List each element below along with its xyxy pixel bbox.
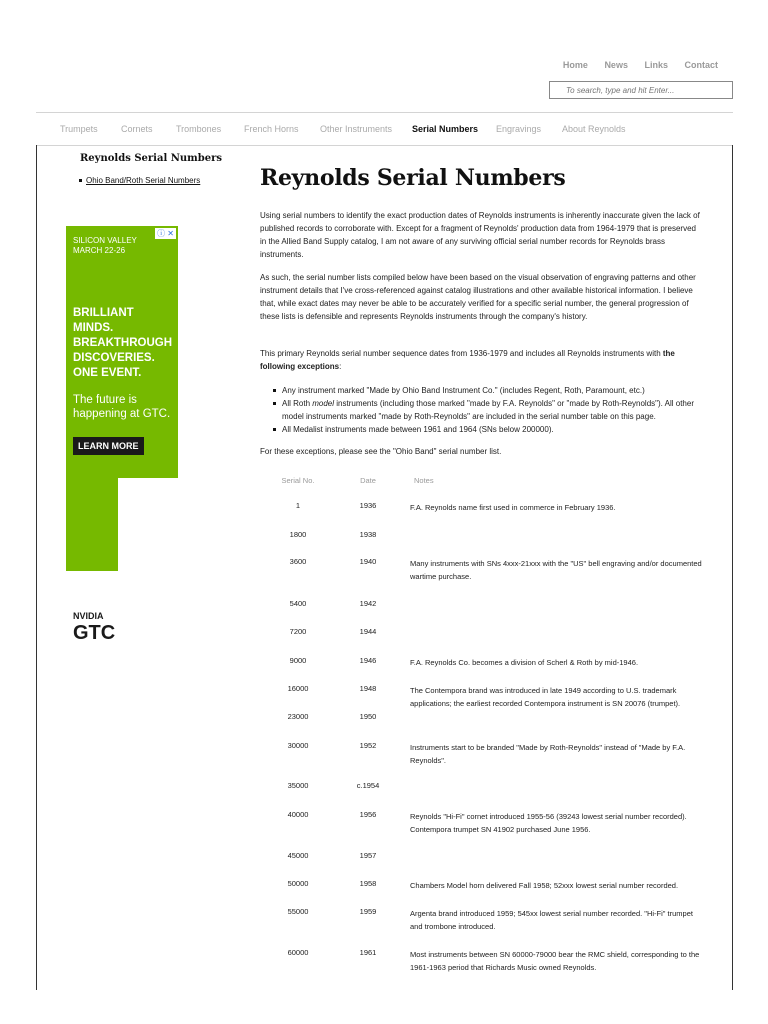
notes-cell: Reynolds "Hi-Fi" cornet introduced 1955-56 (39243 lowest serial number recorded). Contempora trumpet SN 41902 purchased June 1956. (410, 812, 687, 834)
ad-learn-more-button[interactable]: LEARN MORE (73, 437, 144, 455)
main-nav-trumpets[interactable]: Trumpets (60, 124, 98, 134)
date-cell: 1950 (359, 712, 377, 721)
ad-choices-close-icon[interactable]: ⓘ ✕ (157, 229, 174, 238)
gtc-ad-banner[interactable] (66, 226, 178, 659)
serial-number-cell: 30000 (287, 741, 309, 750)
serial-number-cell: 16000 (287, 684, 309, 693)
date-cell: 1961 (359, 948, 377, 957)
exceptions-note-paragraph: For these exceptions, please see the "Ohio Band" serial number list. (260, 447, 502, 456)
top-nav (549, 60, 718, 70)
nav-links-link[interactable]: Links (644, 60, 668, 70)
serial-number-cell: 23000 (287, 712, 309, 721)
frame-right-border (732, 145, 733, 990)
sidebar-link-ohio-band[interactable]: Ohio Band/Roth Serial Numbers (86, 176, 201, 185)
notes-cell: Chambers Model horn delivered Fall 1958; 52xxx lowest serial number recorded. (410, 881, 679, 890)
ad-event-info: SILICON VALLEY MARCH 22-26 (73, 236, 137, 255)
serial-number-cell: 1800 (289, 530, 307, 539)
methodology-paragraph: As such, the serial number lists compiled below have been based on the visual observation of engraving patterns and other instrument details that I've cross-referenced against catalog illustrations and other available historical information. I believe that, while exact dates may never be able to be accurately verified for a specific serial number, the general progression of these lists is defensible and represents Reynolds instruments through the company's history. (260, 273, 696, 321)
list-item: Any instrument marked "Made by Ohio Band Instrument Co." (includes Regent, Roth, Paramount, etc.) (270, 384, 702, 397)
nav-news-link[interactable]: News (604, 60, 628, 70)
main-nav-cornets[interactable]: Cornets (121, 124, 153, 134)
list-item: All Medalist instruments made between 1961 and 1964 (SNs below 200000). (270, 423, 702, 436)
page-content (260, 165, 702, 191)
serial-number-cell: 1 (295, 501, 301, 510)
date-cell: 1946 (359, 656, 377, 665)
date-cell: 1957 (359, 851, 377, 860)
notes-cell: Instruments start to be branded "Made by Roth-Reynolds" instead of "Made by F.A. Reynolds". (410, 743, 686, 765)
table-header-notes: Notes (414, 476, 434, 485)
main-nav-engravings[interactable]: Engravings (496, 124, 542, 134)
notes-cell: F.A. Reynolds name first used in commerce in February 1936. (410, 503, 616, 512)
main-nav-trombones[interactable]: Trombones (176, 124, 222, 134)
page-title: Reynolds Serial Numbers (260, 165, 566, 191)
notes-cell: The Contempora brand was introduced in late 1949 according to U.S. trademark applications; the earliest recorded Contempora instrument is SN 20076 (trumpet). (410, 686, 681, 708)
date-cell: c.1954 (356, 781, 380, 790)
nvidia-logo-icon: NVIDIA (73, 611, 104, 621)
serial-number-cell: 40000 (287, 810, 309, 819)
main-nav (36, 112, 733, 146)
date-cell: 1952 (359, 741, 377, 750)
date-cell: 1958 (359, 879, 377, 888)
table-header-serial: Serial No. (281, 476, 315, 485)
serial-number-cell: 5400 (289, 599, 307, 608)
gtc-logo: GTC (73, 622, 116, 644)
date-cell: 1942 (359, 599, 377, 608)
notes-cell: Many instruments with SNs 4xxx-21xxx with the "US" bell engraving and/or documented wartime purchase. (410, 559, 702, 581)
frame-left-border (36, 145, 37, 990)
ad-graphic-block (118, 478, 178, 659)
ad-headline: BRILLIANT MINDS. BREAKTHROUGH DISCOVERIES. ONE EVENT. (73, 307, 173, 379)
exceptions-list (270, 384, 702, 436)
date-cell: 1944 (359, 627, 377, 636)
date-cell: 1936 (359, 501, 377, 510)
serial-number-cell: 55000 (287, 907, 309, 916)
serial-number-cell: 9000 (289, 656, 307, 665)
notes-cell: Argenta brand introduced 1959; 545xx lowest serial number recorded. "Hi-Fi" trumpet and trombone introduced. (410, 909, 693, 931)
date-cell: 1959 (359, 907, 377, 916)
notes-cell: Most instruments between SN 60000-79000 bear the RMC shield, corresponding to the 1961-1963 period that Richards Music owned Reynolds. (410, 950, 700, 972)
sidebar-title: Reynolds Serial Numbers (80, 153, 222, 164)
serial-number-cell: 50000 (287, 879, 309, 888)
main-nav-other-instruments[interactable]: Other Instruments (320, 124, 393, 134)
serial-number-cell: 7200 (289, 627, 307, 636)
main-nav-about-reynolds[interactable]: About Reynolds (562, 124, 626, 134)
main-nav-serial-numbers[interactable]: Serial Numbers (412, 124, 479, 134)
serial-number-cell: 3600 (289, 557, 307, 566)
list-item: All Roth model instruments (including those marked "made by F.A. Reynolds" or "made by Roth-Reynolds"). All other model instruments marked "made by Roth-Reynolds" are included in the serial number table on this page. (270, 397, 702, 423)
date-cell: 1956 (359, 810, 377, 819)
date-cell: 1948 (359, 684, 377, 693)
date-cell: 1938 (359, 530, 377, 539)
date-cell: 1940 (359, 557, 377, 566)
nav-contact-link[interactable]: Contact (684, 60, 718, 70)
ad-tagline: The future is happening at GTC. (73, 394, 171, 420)
sequence-paragraph: This primary Reynolds serial number sequence dates from 1936-1979 and includes all Reynolds instruments with the following exceptions: (260, 349, 675, 371)
serial-number-cell: 35000 (287, 781, 309, 790)
notes-cell: F.A. Reynolds Co. becomes a division of Scherl & Roth by mid-1946. (410, 658, 639, 667)
serial-number-cell: 60000 (287, 948, 309, 957)
main-nav-french-horns[interactable]: French Horns (244, 124, 299, 134)
table-header-date: Date (360, 476, 376, 485)
nav-home-link[interactable]: Home (562, 60, 588, 70)
intro-paragraph: Using serial numbers to identify the exact production dates of Reynolds instruments is inherently inaccurate given the lack of published records to corroborate with. Except for a fragment of Reynolds' production data from 1964-1979 that is preserved in the Allied Band Supply catalog, I am not aware of any surviving official serial number records for Reynolds brass instruments. (260, 211, 700, 259)
search-input[interactable] (549, 81, 733, 99)
serial-number-cell: 45000 (287, 851, 309, 860)
